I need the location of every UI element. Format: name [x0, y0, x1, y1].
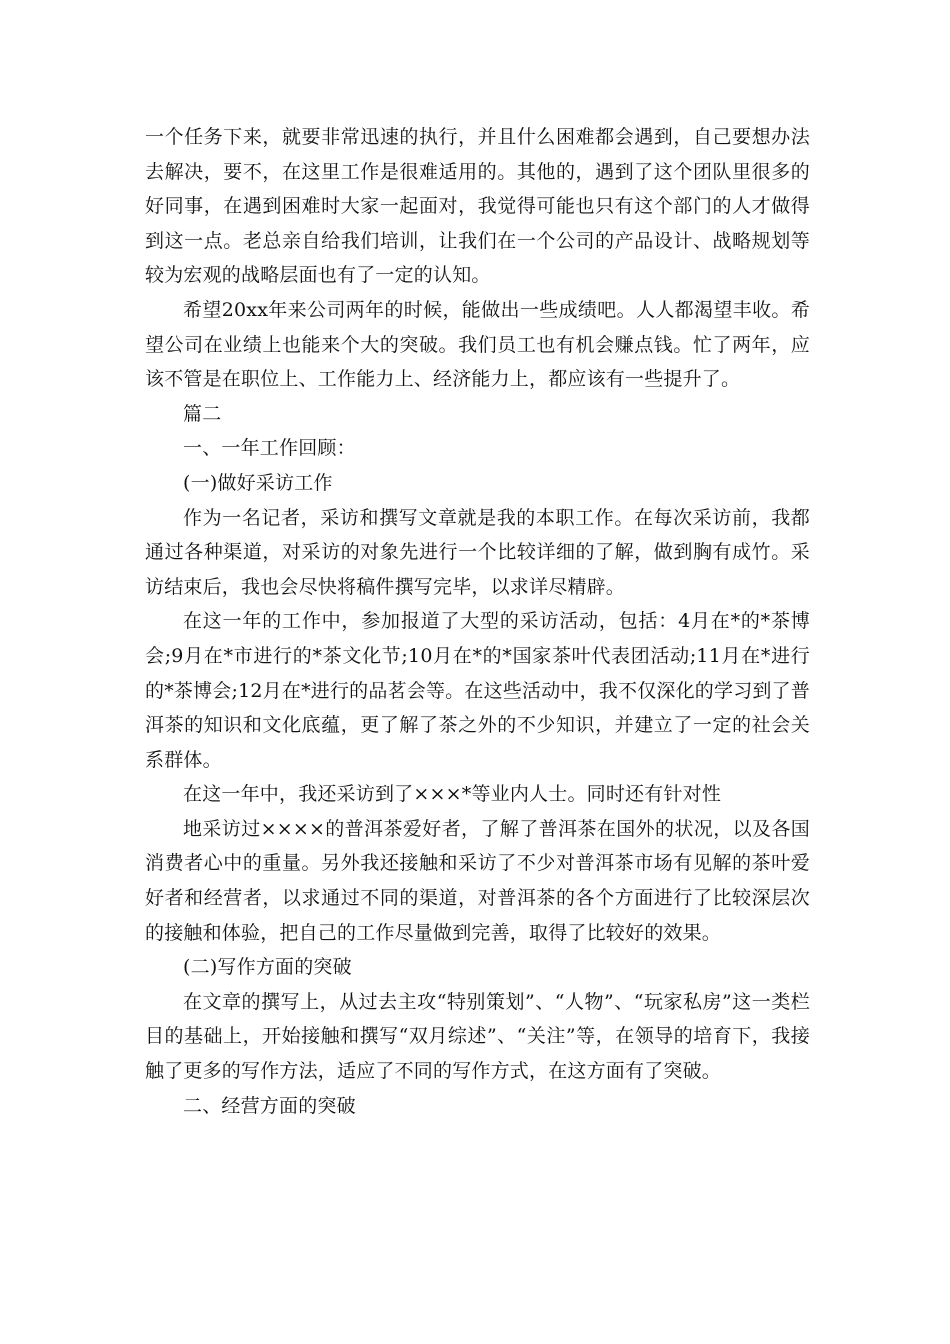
paragraph-events: 在这一年的工作中，参加报道了大型的采访活动，包括：4月在*的*茶博会;9月在*市进行的*茶文化节;10月在*的*国家茶叶代表团活动;11月在*进行的*茶博会;12月在*进行的品茗会等。在这些活动中，我不仅深化的学习到了普洱茶的知识和文化底蕴，更了解了茶之外的不少知识，并建立了一定的社会关系群体。: [145, 610, 810, 771]
paragraph-continuation: 一个任务下来，就要非常迅速的执行，并且什么困难都会遇到，自己要想办法去解决，要不，在这里工作是很难适用的。其他的，遇到了这个团队里很多的好同事，在遇到困难时大家一起面对，我觉得可能也只有这个部门的人才做得到这一点。老总亲自给我们培训，让我们在一个公司的产品设计、战略规划等较为宏观的战略层面也有了一定的认知。: [145, 126, 810, 287]
document-body: [145, 120, 810, 1123]
paragraph-writing: 在文章的撰写上，从过去主攻“特别策划”、“人物”、“玩家私房”这一类栏目的基础上，开始接触和撰写“双月综述”、“关注”等，在领导的培育下，我接触了更多的写作方法，适应了不同的写作方式，在这方面有了突破。: [145, 990, 810, 1083]
subheading-writing-breakthrough: (二)写作方面的突破: [183, 956, 352, 979]
heading-business-breakthrough: 二、经营方面的突破: [183, 1094, 356, 1117]
heading-year-review: 一、一年工作回顾：: [183, 437, 356, 460]
section-heading-part-two: 篇二: [183, 402, 222, 425]
paragraph-hope: 希望20xx年来公司两年的时候，能做出一些成绩吧。人人都渴望丰收。希望公司在业绩上也能来个大的突破。我们员工也有机会赚点钱。忙了两年，应该不管是在职位上、工作能力上、经济能力上，都应该有一些提升了。: [145, 298, 810, 391]
paragraph-reporter-duty: 作为一名记者，采访和撰写文章就是我的本职工作。在每次采访前，我都通过各种渠道，对采访的对象先进行一个比较详细的了解，做到胸有成竹。采访结束后，我也会尽快将稿件撰写完毕，以求详尽精辟。: [145, 506, 810, 598]
subheading-interview-work: (一)做好采访工作: [183, 471, 333, 494]
paragraph-enthusiasts: 地采访过××××的普洱茶爱好者，了解了普洱茶在国外的状况，以及各国消费者心中的重量。另外我还接触和采访了不少对普洱茶市场有见解的茶叶爱好者和经营者，以求通过不同的渠道，对普洱茶的各个方面进行了比较深层次的接触和体验，把自己的工作尽量做到完善，取得了比较好的效果。: [145, 817, 810, 944]
paragraph-interviewees: 在这一年中，我还采访到了×××*等业内人士。同时还有针对性: [183, 783, 722, 806]
